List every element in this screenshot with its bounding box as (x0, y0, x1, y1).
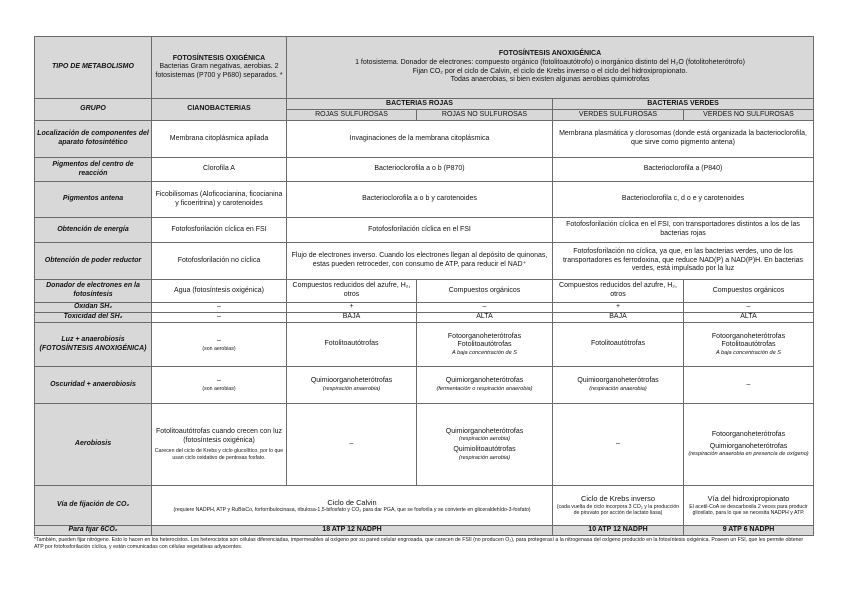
label-aerobiosis: Aerobiosis (35, 404, 152, 486)
cell-fijar-krebs: 10 ATP 12 NADPH (553, 526, 684, 536)
header-rojas-no-sulfurosas: ROJAS NO SULFUROSAS (417, 110, 553, 121)
label-luz-anaerobiosis: Luz + anaerobiosis (FOTOSÍNTESIS ANOXIGÉNICA) (35, 323, 152, 367)
osc-vs-note: (respiración anaerobia) (589, 385, 647, 392)
cell-osc-rs (287, 367, 417, 404)
luz-vns-note: A baja concentración de S (715, 349, 782, 356)
calvin-desc: (requiere NADPH, ATP y RuBisCo, forforribulocinasa, ribulosa-1,5-bifosfato y CO₂ para dar PGA, que se fosforila y se convierte en gliceraldehído-3-fosfato) (173, 506, 531, 513)
cell-pig-antena-ciano: Ficobilisomas (Aloficocianina, ficocianina y ficoeritrina) y carotenoides (152, 182, 287, 218)
row-via-fijacion (35, 486, 814, 526)
cell-osc-vns: – (684, 367, 814, 404)
osc-rs-note: (respiración anaerobia) (322, 385, 381, 392)
row-aerobiosis (35, 404, 814, 486)
cell-oxidan-vns: – (684, 303, 814, 313)
cell-osc-vs (553, 367, 684, 404)
anoxigenica-header (287, 37, 814, 99)
label-donador: Donador de electrones en la fotosíntesis (35, 280, 152, 303)
cell-pig-antena-rojas: Bacterioclorofila a o b y carotenoides (287, 182, 553, 218)
cell-luz-rs: Fotolitoautótrofas (287, 323, 417, 367)
oxigenica-header (152, 37, 287, 99)
cell-energia-rojas: Fotofosforilación cíclica en el FSI (287, 218, 553, 243)
cell-donador-vs: Compuestos reducidos del azufre, H₂, otros (553, 280, 684, 303)
aero-ciano-1: Fotolitoautótrofas cuando crecen con luz (fotosíntesis oxigénica) (155, 427, 283, 444)
cell-toxicidad-ciano: – (152, 313, 287, 323)
cell-aero-ciano (152, 404, 287, 486)
label-tipo-metabolismo: TIPO DE METABOLISMO (35, 37, 152, 99)
row-pigmentos-centro (35, 158, 814, 182)
aero-rns-note2: (respiración aerobia) (458, 454, 511, 461)
row-oxidan (35, 303, 814, 313)
cell-reductor-ciano: Fotofosforilación no cíclica (152, 243, 287, 280)
metabolism-table-page (34, 36, 813, 551)
row-para-fijar (35, 526, 814, 536)
cell-reductor-verdes: Fotofosforilación no cíclica, ya que, en las bacterias verdes, uno de los transportadores es ferrodoxina, que reduce NAD(P) a NAD(P)H. En bacterias verdes, está impulsado por la luz (553, 243, 814, 280)
cell-donador-ciano: Agua (fotosíntesis oxigénica) (152, 280, 287, 303)
luz-ciano-note: (son aerobias) (202, 345, 236, 352)
label-pigmentos-centro: Pigmentos del centro de reacción (35, 158, 152, 182)
cell-energia-verdes: Fotofosforilación cíclica en el FSI, con transportadores distintos a los de las bacterias rojas (553, 218, 814, 243)
row-localizacion (35, 121, 814, 158)
cell-aero-rns (417, 404, 553, 486)
anoxigenica-line-2: Fijan CO₂ por el ciclo de Calvin, el ciclo de Krebs inverso o el ciclo del hidroxipropionato. (412, 67, 688, 75)
cell-fijar-calvin: 18 ATP 12 NADPH (152, 526, 553, 536)
aero-rns-2: Quimiolitoautótrofas (453, 446, 516, 453)
luz-rns-1: Fotoorganoheterótrofas (447, 332, 522, 340)
osc-ciano-dash: – (217, 377, 221, 385)
row-oscuridad-anaerobiosis (35, 367, 814, 404)
label-para-fijar: Para fijar 6CO₂ (35, 526, 152, 536)
header-row-grupo (35, 99, 814, 110)
photosynthesis-comparison-table (34, 36, 814, 536)
label-obtencion-energia: Obtención de energía (35, 218, 152, 243)
cell-krebs-inverso (553, 486, 684, 526)
cell-localizacion-verdes: Membrana plasmática y clorosomas (donde está organizada la bacterioclorofila, que sirve como pigmento antena) (553, 121, 814, 158)
cell-aero-vs: – (553, 404, 684, 486)
row-donador (35, 280, 814, 303)
aero-ciano-note: Carecen del ciclo de Krebs y ciclo glucolítico, por lo que usan ciclo oxidativo de pentosas fosfato. (154, 448, 284, 461)
cell-oxidan-rns: – (417, 303, 553, 313)
cell-donador-vns: Compuestos orgánicos (684, 280, 814, 303)
oxigenica-description: Bacterias Gram negativas, aerobias. 2 fotosistemas (P700 y P680) separados. * (155, 63, 283, 79)
row-pigmentos-antena (35, 182, 814, 218)
cell-osc-ciano (152, 367, 287, 404)
header-bacterias-verdes: BACTERIAS VERDES (553, 99, 814, 110)
cell-luz-vns (684, 323, 814, 367)
cell-oxidan-rs: + (287, 303, 417, 313)
luz-rns-note: A baja concentración de S (451, 349, 518, 356)
cell-fijar-hidroxi: 9 ATP 6 NADPH (684, 526, 814, 536)
osc-rs-1: Quimioorganoheterótrofas (310, 377, 393, 385)
cell-ciclo-calvin (152, 486, 553, 526)
row-toxicidad (35, 313, 814, 323)
cell-toxicidad-vns: ALTA (684, 313, 814, 323)
krebs-desc: (cada vuelta de ciclo incorpora 3 CO₂ y la producción de piruvato por acción de lactato liasa) (556, 503, 680, 517)
cell-localizacion-ciano: Membrana citoplásmica apilada (152, 121, 287, 158)
header-verdes-no-sulfurosas: VERDES NO SULFUROSAS (684, 110, 814, 121)
cell-oxidan-ciano: – (152, 303, 287, 313)
aero-vns-1: Fotoorganoheterótrofas (711, 431, 786, 439)
cell-donador-rns: Compuestos orgánicos (417, 280, 553, 303)
label-grupo: GRUPO (35, 99, 152, 121)
row-luz-anaerobiosis (35, 323, 814, 367)
header-cianobacterias: CIANOBACTERIAS (152, 99, 287, 121)
cell-pig-centro-ciano: Clorofila A (152, 158, 287, 182)
aero-rns-1: Quimiorganoheterótrofas (445, 427, 524, 435)
oxigenica-title: FOTOSÍNTESIS OXIGÉNICA (172, 54, 266, 62)
label-localizacion: Localización de componentes del aparato fotosintético (35, 121, 152, 158)
cell-aero-vns (684, 404, 814, 486)
cell-localizacion-rojas: Invaginaciones de la membrana citoplásmica (287, 121, 553, 158)
luz-ciano-dash: – (217, 336, 221, 344)
anoxigenica-title: FOTOSÍNTESIS ANOXIGÉNICA (498, 50, 602, 58)
calvin-title: Ciclo de Calvin (327, 497, 377, 507)
cell-toxicidad-rs: BAJA (287, 313, 417, 323)
cell-osc-rns (417, 367, 553, 404)
label-poder-reductor: Obtención de poder reductor (35, 243, 152, 280)
aero-vns-note: (respiración anaerobia en presencia de oxígeno) (688, 451, 809, 458)
osc-rns-note: (fermentación o respiración anaerobia) (436, 385, 533, 392)
label-oscuridad: Oscuridad + anaerobiosis (35, 367, 152, 404)
cell-donador-rs: Compuestos reducidos del azufre, H₂, otros (287, 280, 417, 303)
cell-hidroxipropionato (684, 486, 814, 526)
header-bacterias-rojas: BACTERIAS ROJAS (287, 99, 553, 110)
cell-toxicidad-rns: ALTA (417, 313, 553, 323)
cell-pig-centro-verdes: Bacterioclorofila a (P840) (553, 158, 814, 182)
header-verdes-sulfurosas: VERDES SULFUROSAS (553, 110, 684, 121)
cell-pig-antena-verdes: Bacterioclorofila c, d o e y carotenoides (553, 182, 814, 218)
label-oxidan: Oxidan SH₂ (35, 303, 152, 313)
label-pigmentos-antena: Pigmentos antena (35, 182, 152, 218)
luz-vns-1: Fotoorganoheterótrofas (711, 332, 786, 340)
krebs-title: Ciclo de Krebs inverso (581, 494, 655, 504)
row-poder-reductor (35, 243, 814, 280)
cell-luz-ciano (152, 323, 287, 367)
anoxigenica-line-1: 1 fotosistema. Donador de electrones: compuesto orgánico (fotolitoautótrofo) o inorgánico distinto del H₂O (fotolitoheterótrofo) (355, 58, 745, 66)
osc-ciano-note: (son aerobias) (202, 386, 236, 393)
label-via-fijacion: Vía de fijación de CO₂ (35, 486, 152, 526)
cell-reductor-rojas: Flujo de electrones inverso. Cuando los electrones llegan al depósito de quinonas, estas pueden retroceder, con consumo de ATP, para reducir el NAD⁺ (287, 243, 553, 280)
anoxigenica-line-3: Todas anaerobias, si bien existen algunas aerobias quimiotrofas (450, 76, 650, 84)
cell-luz-vs: Fotolitoautótrofas (553, 323, 684, 367)
hidroxi-desc: El acetil-CoA se descarboxila 2 veces para producir glioxilato, para lo que se necesita NADPH y ATP. (689, 503, 808, 517)
footnote: *También, pueden fijar nitrógeno. Esto lo hacen en los heterocistos. Los heterocistos son células diferenciadas, impermeables al oxígeno por su pared celular engrosada, que carecen de FSII (no producen O₂), para protegerasí a la nitrogenasa del oxígeno producido en la fotosíntesis oxigénica. Poseen un FSI, que les permite obtener ATP por fotofosforilación cíclica, y están comunicadas con células vegetativas adyacentes. (34, 537, 804, 551)
cell-energia-ciano: Fotofosforilación cíclica en FSI (152, 218, 287, 243)
aero-rns-note1: (respiración aerobia) (458, 436, 511, 443)
cell-oxidan-vs: + (553, 303, 684, 313)
cell-pig-centro-rojas: Bacterioclorofila a o b (P870) (287, 158, 553, 182)
luz-rns-2: Fotolitoautótrofas (457, 341, 512, 349)
aero-vns-2: Quimiorganoheterótrofas (709, 442, 788, 450)
cell-aero-rs: – (287, 404, 417, 486)
header-rojas-sulfurosas: ROJAS SULFUROSAS (287, 110, 417, 121)
label-toxicidad: Toxicidad del SH₂ (35, 313, 152, 323)
row-obtencion-energia (35, 218, 814, 243)
hidroxi-title: Vía del hidroxipropionato (707, 494, 790, 504)
cell-toxicidad-vs: BAJA (553, 313, 684, 323)
osc-rns-1: Quimiorganoheterótrofas (445, 377, 524, 385)
cell-luz-rns (417, 323, 553, 367)
header-row-metabolism (35, 37, 814, 99)
luz-vns-2: Fotolitoautótrofas (721, 341, 776, 349)
osc-vs-1: Quimioorganoheterótrofas (577, 377, 659, 385)
